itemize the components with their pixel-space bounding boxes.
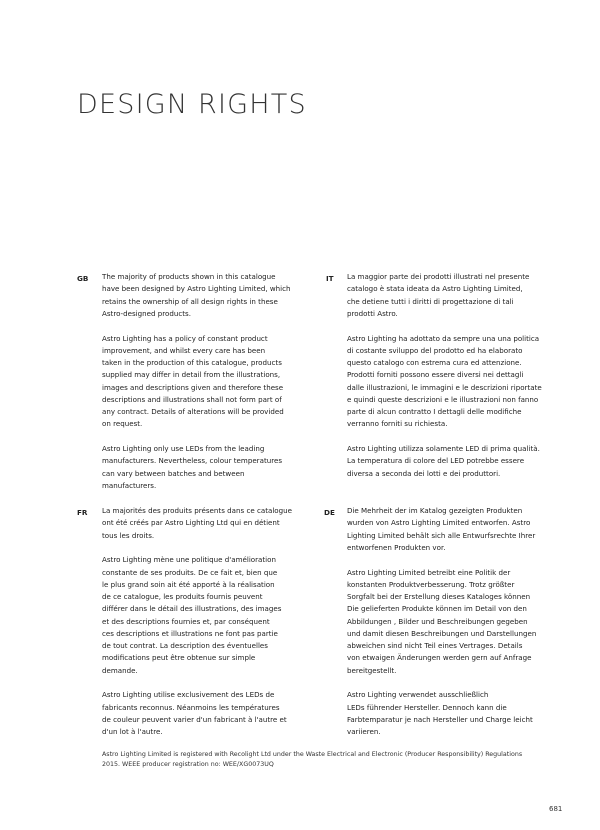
de-paragraph-2: Astro Lighting Limited betreibt eine Politik der konstanten Produktverbesserung. Trotz größter Sorgfalt bei der Erstellung dieses Kataloges können Die gelieferten Produkte können im Detail von den Abbildungen , Bilder und Beschreibungen gegeben und damit diesen Beschreibungen und Darstellungen abweichen sind nicht Teil eines Vertrages. Details von etwaigen Änderungen werden gern auf Anfrage bereitgestellt. — [347, 567, 537, 675]
it-paragraph-2: Astro Lighting ha adottato da sempre una una politica di costante sviluppo del prodotto ed ha elaborato questo catalogo con estrema cura ed attenzione. Prodotti forniti possono essere diversi nei dettagli dalle illustrazioni, le immagini e le descrizioni riportate e quindi queste descrizioni e le illustrazioni non fanno parte di alcun contratto I dettagli delle modifiche verranno forniti su richiesta. — [347, 333, 542, 429]
page-number: 681 — [549, 805, 563, 813]
section-it — [347, 271, 567, 480]
gb-paragraph-2: Astro Lighting has a policy of constant product improvement, and whilst every care has been taken in the production of this catalogue, products supplied may differ in detail from the illustrations, images and descriptions given and therefore these descriptions and illustrations shall not form part of any contract. Details of alterations will be provided on request. — [102, 333, 284, 429]
fr-paragraph-3: Astro Lighting utilise exclusivement des LEDs de fabricants reconnus. Néanmoins les températures de couleur peuvent varier d'un fabricant à l'autre et d'un lot à l'autre. — [102, 690, 287, 736]
it-paragraph-1: La maggior parte dei prodotti illustrati nel presente catalogo è stata ideata da Astro Lighting Limited, che detiene tutti i diritti di progettazione di tali prodotti Astro. — [347, 272, 530, 318]
gb-paragraph-3: Astro Lighting only use LEDs from the leading manufacturers. Nevertheless, colour temperatures can vary between batches and between manufacturers. — [102, 444, 283, 490]
lang-code-fr: FR — [77, 508, 88, 517]
gb-paragraph-1: The majority of products shown in this catalogue have been designed by Astro Lighting Limited, which retains the ownership of all design rights in these Astro-designed products. — [102, 272, 291, 318]
weee-footer-note: Astro Lighting Limited is registered with Recolight Ltd under the Waste Electrical and Electronic (Producer Responsibility) Regulations 2015. WEEE producer registration no: WEE/XG0073UQ — [102, 751, 523, 768]
de-paragraph-3: Astro Lighting verwendet ausschließlich LEDs führender Hersteller. Dennoch kann die Farbtemparatur je nach Hersteller und Charge leicht variieren. — [347, 690, 533, 736]
fr-paragraph-1: La majorités des produits présents dans ce catalogue ont été créés par Astro Lighting Ltd qui en détient tous les droits. — [102, 506, 293, 540]
page-title: DESIGN RIGHTS — [77, 89, 307, 120]
lang-code-de: DE — [324, 508, 335, 517]
it-paragraph-3: Astro Lighting utilizza solamente LED di prima qualità. La temperatura di colore del LED potrebbe essere diversa a seconda dei lotti e dei produttori. — [347, 444, 540, 478]
fr-paragraph-2: Astro Lighting mène une politique d'amélioration constante de ses produits. De ce fait et, bien que le plus grand soin ait été apporté à la réalisation de ce catalogue, les produits fournis peuvent différer dans le détail des illustrations, des images et des descriptions fournies et, par conséquent ces descriptions et illustrations ne font pas partie de tout contrat. La description des éventuelles modifications peut être obtenue sur simple demande. — [102, 555, 282, 675]
section-fr — [102, 505, 317, 738]
section-de — [347, 505, 567, 738]
lang-code-gb: GB — [77, 274, 89, 283]
de-paragraph-1: Die Mehrheit der im Katalog gezeigten Produkten wurden von Astro Lighting Limited entworfen. Astro Lighting Limited behält sich alle Entwurfsrechte Ihrer entworfenen Produkten vor. — [347, 506, 536, 552]
section-gb — [102, 271, 317, 492]
lang-code-it: IT — [326, 274, 334, 283]
